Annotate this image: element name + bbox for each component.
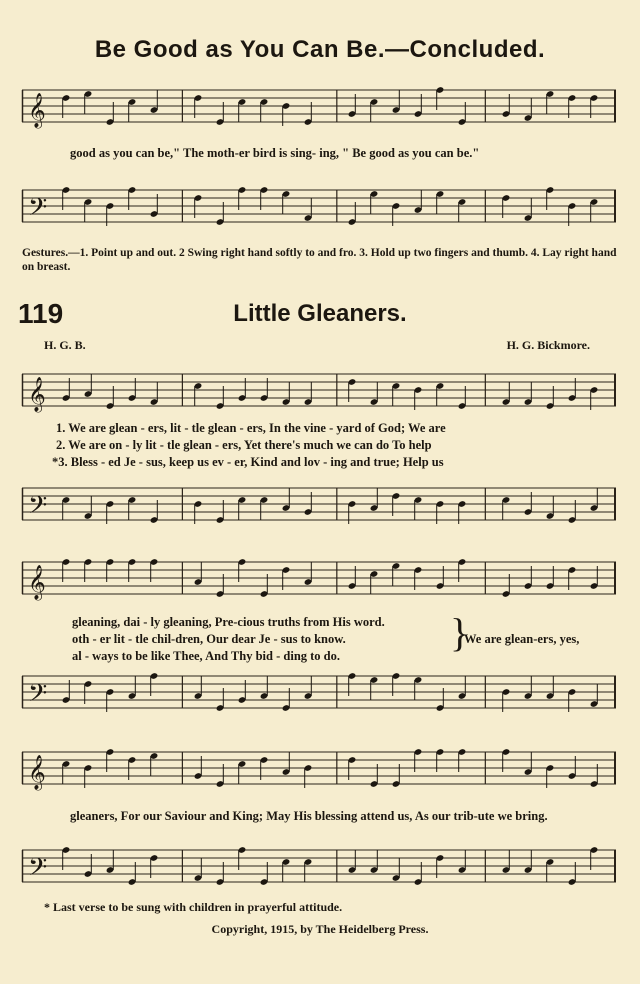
svg-text:𝄢: 𝄢 [28, 853, 48, 888]
system1-verse2: 2. We are on - ly lit - tle glean - ers, Yet there's much we can do To help [56, 438, 432, 452]
gestures-note: Gestures.—1. Point up and out. 2 Swing right hand softly to and fro. 3. Hold up two fingers and thumb. 4. Lay right hand on breast. [22, 247, 617, 273]
staff-bass-system2 [22, 672, 616, 712]
system3-lyrics: gleaners, For our Saviour and King; May His blessing attend us, As our trib-ute we bring. [70, 809, 548, 823]
staff-bass-concluded [22, 186, 616, 226]
staff-treble-system2 [22, 558, 616, 598]
footnote: * Last verse to be sung with children in prayerful attitude. [44, 900, 343, 914]
staff-treble-system1 [22, 370, 616, 410]
svg-text:𝄞: 𝄞 [28, 755, 46, 790]
svg-text:𝄢: 𝄢 [28, 491, 48, 526]
words-credit: H. G. B. [44, 338, 86, 352]
staff-bass-system3 [22, 846, 616, 886]
concluded-lyrics: good as you can be," The moth-er bird is sing- ing, " Be good as you can be." [70, 146, 480, 160]
svg-text:𝄞: 𝄞 [28, 93, 46, 128]
music-credit: H. G. Bickmore. [506, 338, 590, 352]
svg-text:𝄞: 𝄞 [28, 565, 46, 600]
hymn-number: 119 [18, 298, 64, 329]
system2-verse2: oth - er lit - tle chil-dren, Our dear Je - sus to know. [72, 632, 346, 646]
system1-verse3: *3. Bless - ed Je - sus, keep us ev - er, Kind and lov - ing and true; Help us [52, 455, 444, 469]
system2-verse3: al - ways to be like Thee, And Thy bid - ding to do. [72, 649, 341, 663]
staff-treble-concluded [22, 86, 616, 126]
staff-bass-system1 [22, 484, 616, 524]
system1-verse1: 1. We are glean - ers, lit - tle glean - ers, In the vine - yard of God; We are [56, 421, 446, 435]
svg-text:𝄢: 𝄢 [28, 679, 48, 714]
copyright: Copyright, 1915, by The Heidelberg Press. [211, 922, 429, 936]
system2-verse1: gleaning, dai - ly gleaning, Pre-cious truths from His word. [72, 615, 385, 629]
verse-brace: } [450, 610, 470, 655]
system2-refrain: We are glean-ers, yes, [464, 632, 580, 646]
svg-text:𝄞: 𝄞 [28, 377, 46, 412]
concluded-title: Be Good as You Can Be.—Concluded. [94, 36, 546, 63]
hymn-title: Little Gleaners. [233, 300, 407, 327]
svg-text:𝄢: 𝄢 [28, 193, 48, 228]
staff-treble-system3 [22, 748, 616, 788]
